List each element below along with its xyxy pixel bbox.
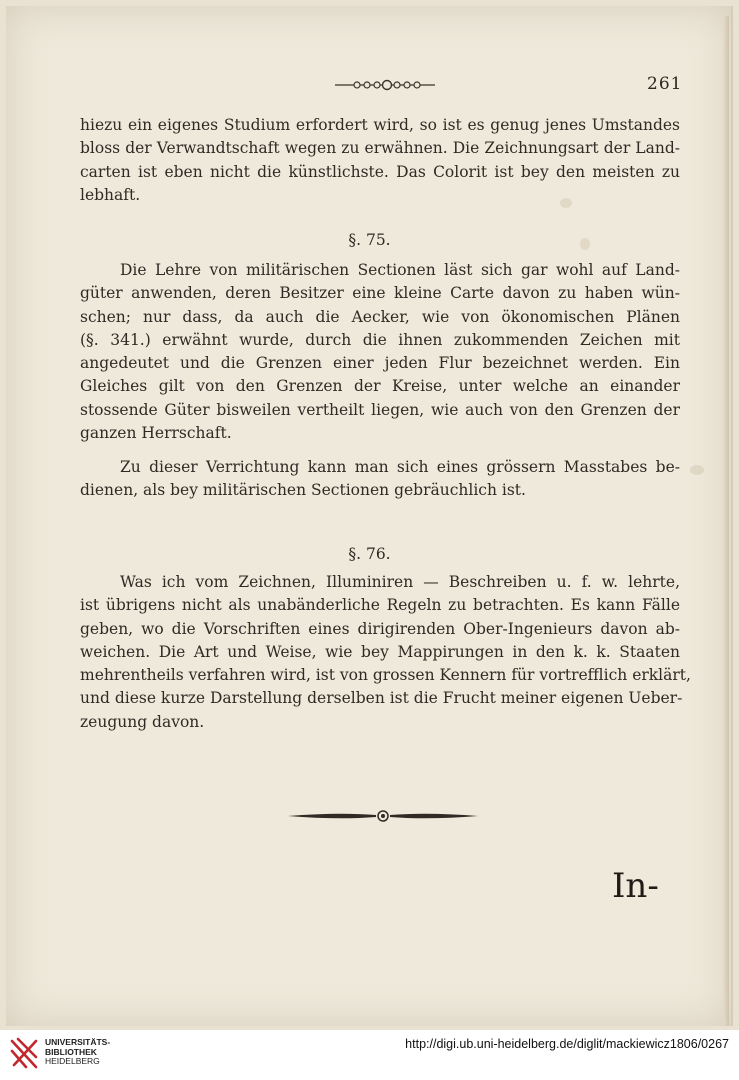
section-heading-76: §. 76. [348,545,391,563]
text-line: Die Lehre von militärischen Sectionen läst sich gar wohl auf Land- [120,261,680,279]
end-ornament [288,808,478,824]
text-line: Zu dieser Verrichtung kann man sich eines grössern Masstabes be- [120,458,680,476]
text-line: bloss der Verwandtschaft wegen zu erwähnen. Die Zeichnungsart der Land- [80,139,680,158]
text-line: weichen. Die Art und Weise, wie bey Mappirungen in den k. k. Staaten [80,642,680,661]
text-line: und diese kurze Darstellung derselben ist die Frucht meiner eigenen Ueber- [80,689,683,708]
page-number: 261 [647,74,683,94]
paragraph-section-76 [80,571,691,734]
text-line: carten ist eben nicht die künstlichste. Das Colorit ist bey den meisten zu [80,162,680,181]
university-logo-icon [8,1035,40,1073]
text-line: zeugung davon. [80,712,205,731]
text-line: schen; nur dass, da auch die Aecker, wie von ökonomischen Plänen [80,307,680,326]
text-line: ganzen Herrschaft. [80,424,232,443]
text-line: angedeutet und die Grenzen einer jeden Flur bezeichnet werden. Ein [80,354,680,373]
paragraph-continuation [80,114,680,207]
text-line: Was ich vom Zeichnen, Illuminiren — Beschreiben u. f. w. lehrte, [120,573,680,591]
text-line: Gleiches gilt von den Grenzen der Kreise, unter welche an einander [80,377,680,396]
section-heading-75: §. 75. [348,231,391,249]
institution-line: UNIVERSITÄTS- [45,1037,111,1047]
text-line: stossende Güter bisweilen vertheilt liegen, wie auch von den Grenzen der [80,400,680,419]
institution-line: HEIDELBERG [45,1056,100,1066]
paragraph-section-75 [80,259,680,445]
catchword: In- [612,866,659,906]
text-line: mehrentheils verfahren wird, ist von grossen Kennern für vortrefflich erklärt, [80,666,691,685]
institution-line: BIBLIOTHEK [45,1046,97,1057]
text-line: hiezu ein eigenes Studium erfordert wird, so ist es genug jenes Umstandes [80,116,680,134]
text-line: geben, wo die Vorschriften eines dirigirenden Ober-Ingenieurs davon ab- [80,619,680,638]
text-line: ist übrigens nicht als unabänderliche Regeln zu betrachten. Es kann Fälle [80,596,680,615]
text-line: güter anwenden, deren Besitzer eine kleine Carte davon zu haben wün- [80,284,680,303]
text-line: lebhaft. [80,185,141,204]
text-line: (§. 341.) erwähnt wurde, durch die ihnen zukommenden Zeichen mit [80,330,680,349]
paragraph-masstab [80,456,680,503]
paper-stain [690,465,704,475]
source-url-link[interactable]: http://digi.ub.uni-heidelberg.de/diglit/mackiewicz1806/0267 [405,1037,729,1051]
page-edge [723,16,729,1026]
institution-name [45,1038,110,1067]
text-line: dienen, als bey militärischen Sectionen gebräuchlich ist. [80,481,526,500]
header-ornament [335,78,435,92]
